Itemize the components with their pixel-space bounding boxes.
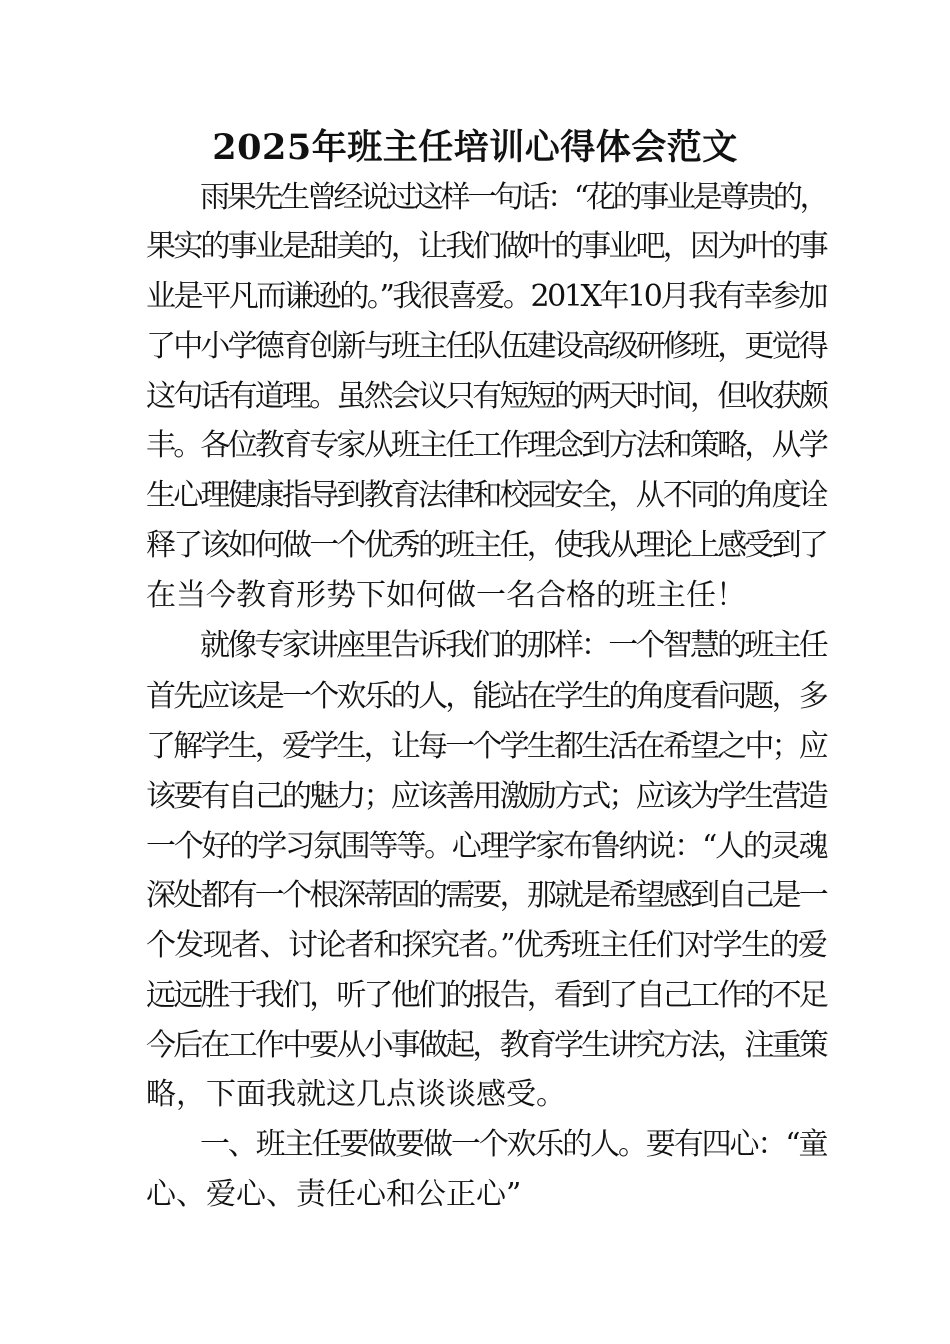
paragraph-line: 生心理健康指导到教育法律和校园安全，从不同的角度诠 <box>146 478 826 513</box>
paragraph-line: 释了该如何做一个优秀的班主任，使我从理论上感受到了 <box>146 528 826 563</box>
paragraph-line: 深处都有一个根深蒂固的需要，那就是希望感到自己是一 <box>146 878 826 913</box>
paragraph-line: 果实的事业是甜美的，让我们做叶的事业吧，因为叶的事 <box>146 229 826 264</box>
paragraph-line: 在当今教育形势下如何做一名合格的班主任！ <box>146 578 746 613</box>
paragraph-line: 了解学生，爱学生，让每一个学生都生活在希望之中；应 <box>146 729 826 764</box>
paragraph-line: 这句话有道理。虽然会议只有短短的两天时间，但收获颇 <box>146 379 826 414</box>
paragraph-line: 心、爱心、责任心和公正心” <box>146 1177 522 1212</box>
paragraph-line: 就像专家讲座里告诉我们的那样：一个智慧的班主任 <box>200 628 826 663</box>
paragraph-line: 今后在工作中要从小事做起，教育学生讲究方法，注重策 <box>146 1028 826 1063</box>
paragraph-line: 丰。各位教育专家从班主任工作理念到方法和策略，从学 <box>146 428 826 463</box>
paragraph-line: 一、班主任要做要做一个欢乐的人。要有四心：“童 <box>200 1127 827 1162</box>
paragraph-line: 首先应该是一个欢乐的人，能站在学生的角度看问题，多 <box>146 679 826 714</box>
paragraph-line: 一个好的学习氛围等等。心理学家布鲁纳说：“人的灵魂 <box>146 829 827 864</box>
paragraph-line: 该要有自己的魅力；应该善用激励方式；应该为学生营造 <box>146 779 826 814</box>
paragraph-line: 略，下面我就这几点谈谈感受。 <box>146 1077 566 1112</box>
paragraph-line: 个发现者、讨论者和探究者。”优秀班主任们对学生的爱 <box>146 928 827 963</box>
paragraph-line: 远远胜于我们，听了他们的报告，看到了自己工作的不足 <box>146 978 826 1013</box>
document-title: 2025年班主任培训心得体会范文 <box>212 127 738 168</box>
paragraph-line: 了中小学德育创新与班主任队伍建设高级研修班，更觉得 <box>146 329 826 364</box>
paragraph-line: 雨果先生曾经说过这样一句话：“花的事业是尊贵的， <box>200 180 827 215</box>
paragraph-line: 业是平凡而谦逊的。”我很喜爱。201X年10月我有幸参加 <box>146 279 827 314</box>
